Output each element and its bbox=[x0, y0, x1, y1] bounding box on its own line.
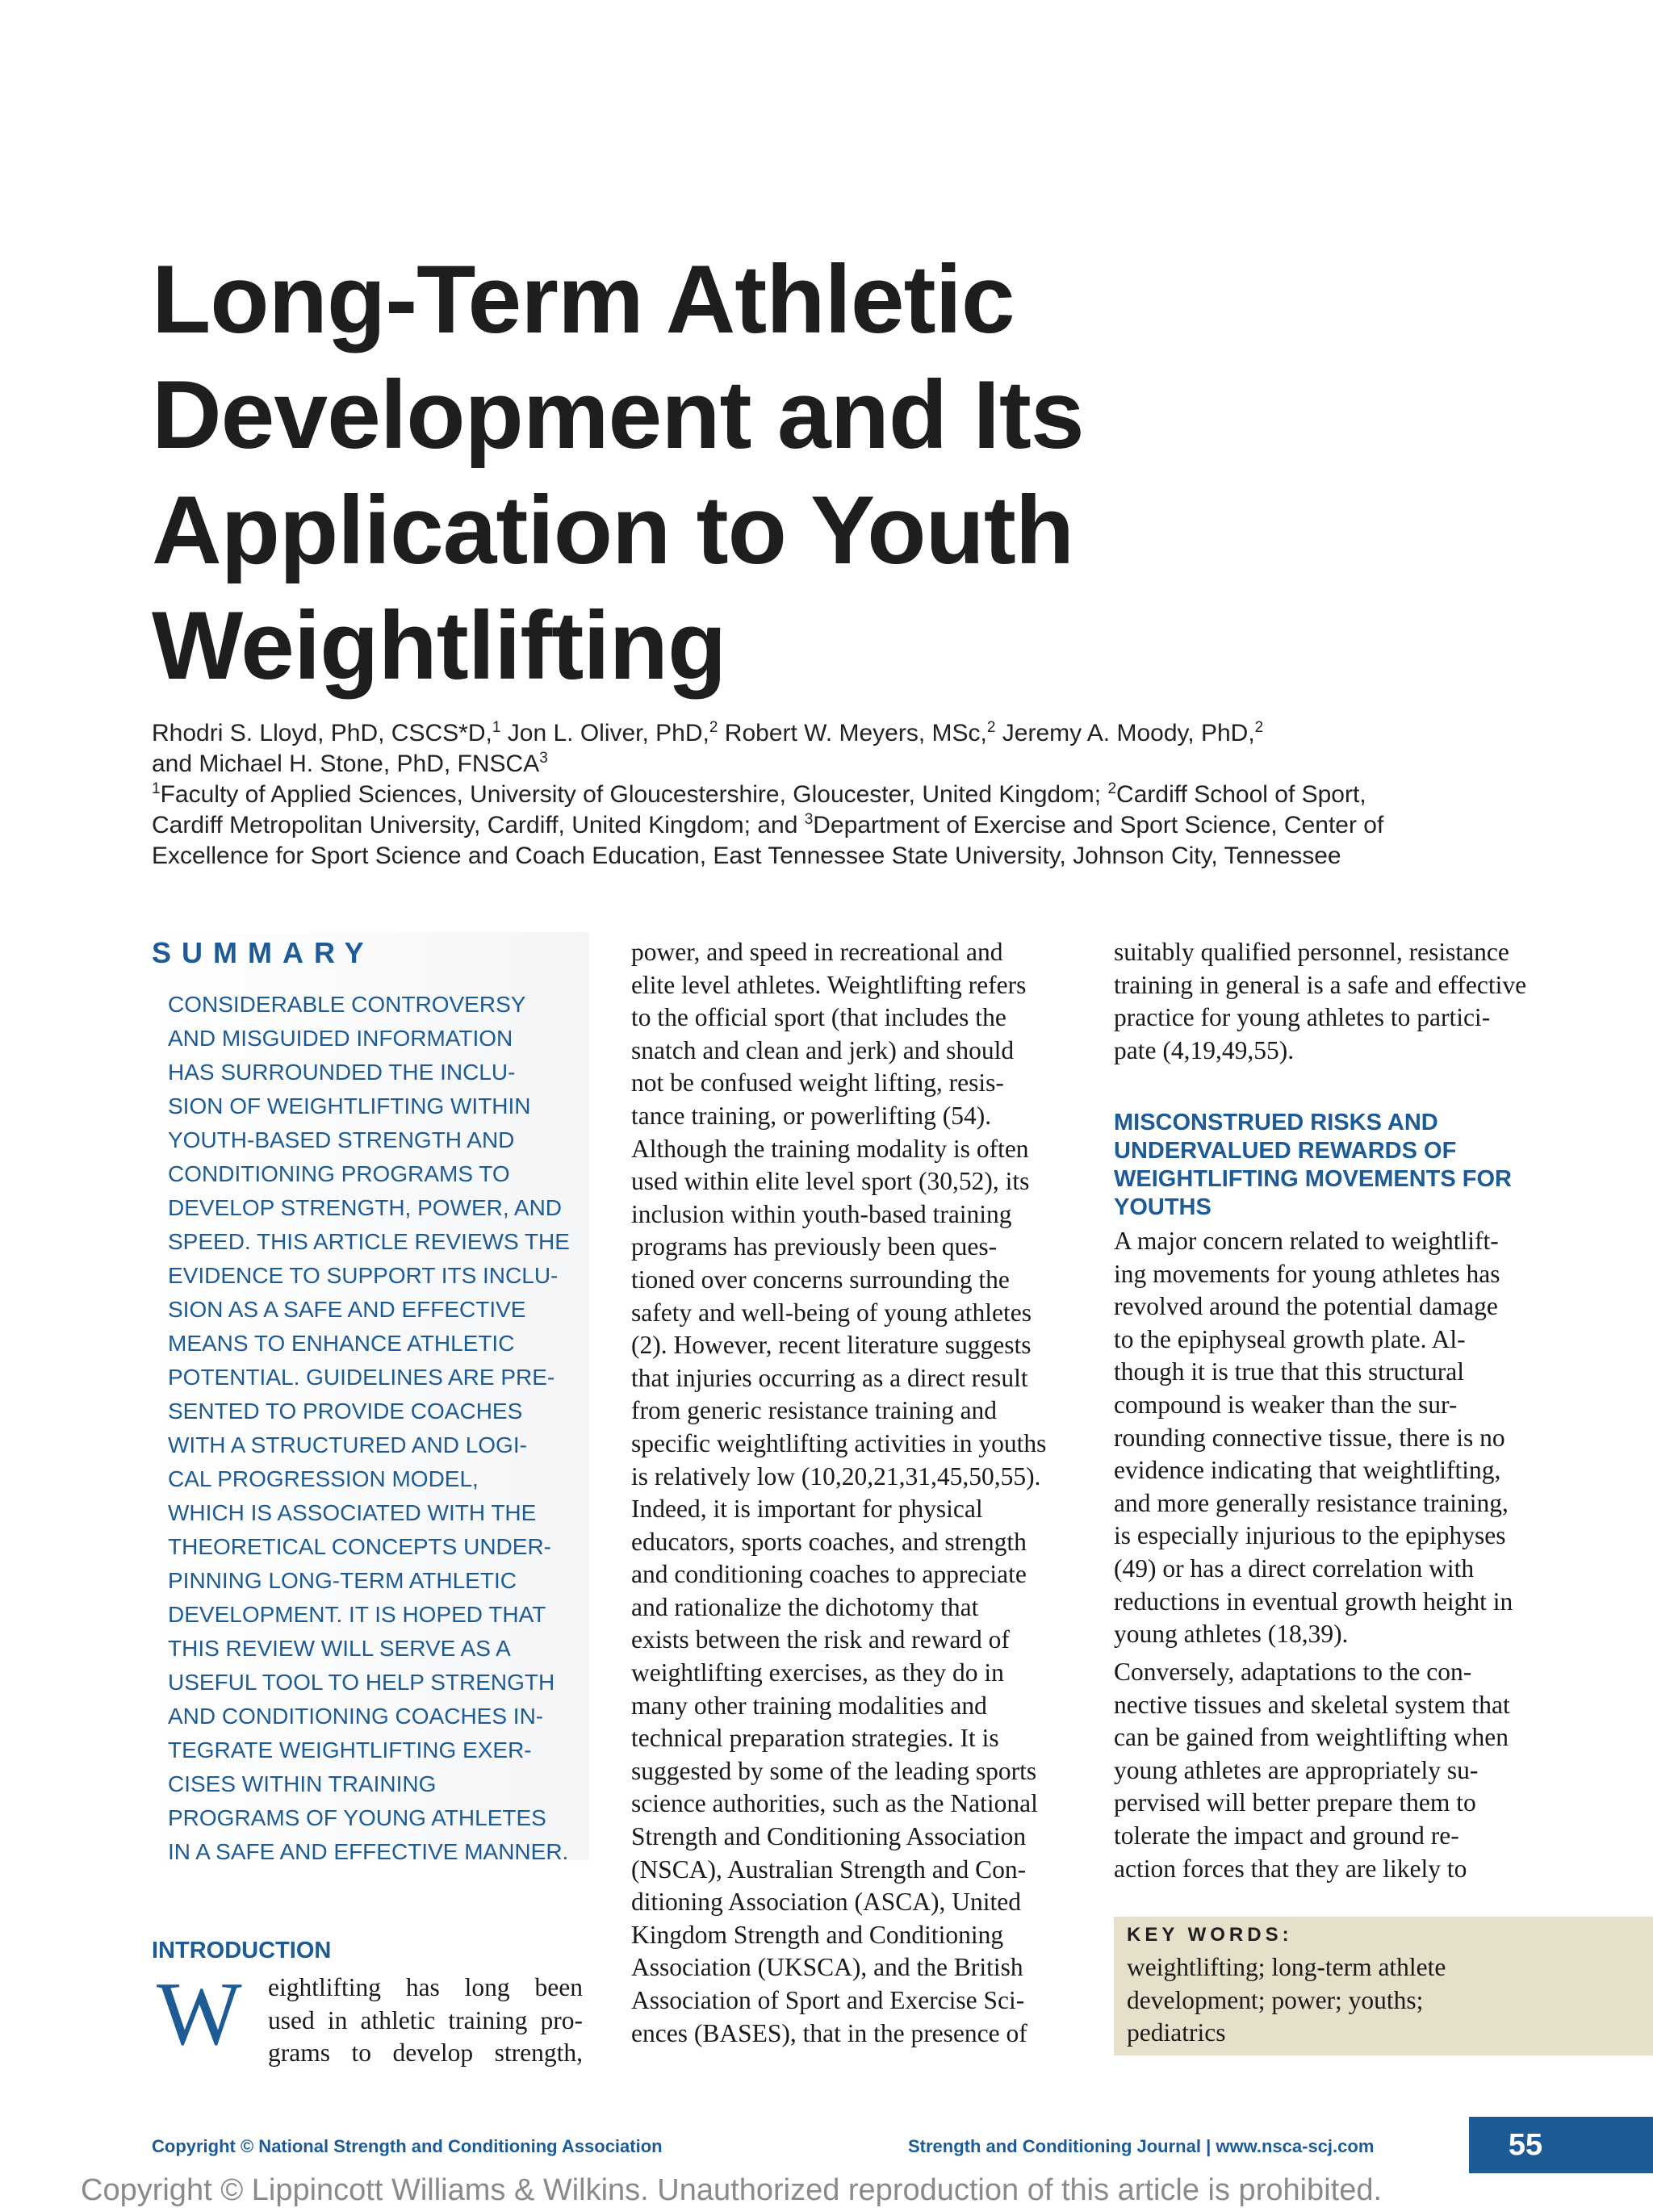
body-line: specific weightlifting activities in youths bbox=[631, 1428, 1047, 1457]
body-line: pervised will better prepare them to bbox=[1114, 1788, 1476, 1817]
body-line: ing movements for young athletes has bbox=[1114, 1259, 1500, 1288]
summary-line: SENTED TO PROVIDE COACHES bbox=[168, 1399, 523, 1424]
body-line: to the epiphyseal growth plate. Al- bbox=[1114, 1324, 1466, 1353]
page-number: 55 bbox=[1508, 2128, 1543, 2162]
summary-line: CAL PROGRESSION MODEL, bbox=[168, 1466, 479, 1491]
body-line: many other training modalities and bbox=[631, 1691, 987, 1720]
keywords-list bbox=[1127, 1951, 1446, 2050]
body-line: used within elite level sport (30,52), its bbox=[631, 1167, 1030, 1196]
body-line: (NSCA), Australian Strength and Con- bbox=[631, 1854, 1027, 1884]
body-line: weightlifting exercises, as they do in bbox=[631, 1658, 1004, 1687]
body-line: that injuries occurring as a direct result bbox=[631, 1363, 1028, 1392]
summary-line: CISES WITHIN TRAINING bbox=[168, 1771, 437, 1796]
summary-line: DEVELOP STRENGTH, POWER, AND bbox=[168, 1195, 563, 1220]
summary-line: HAS SURROUNDED THE INCLU- bbox=[168, 1060, 516, 1085]
body-line: elite level athletes. Weightlifting refers bbox=[631, 970, 1027, 999]
footer-journal: Strength and Conditioning Journal | www.nsca-scj.com bbox=[908, 2136, 1375, 2156]
body-line: young athletes (18,39). bbox=[1114, 1620, 1349, 1649]
body-line: A major concern related to weightlift- bbox=[1114, 1227, 1499, 1255]
keywords-label: KEY WORDS: bbox=[1127, 1924, 1293, 1946]
body-line: suitably qualified personnel, resistance bbox=[1114, 938, 1509, 966]
affiliation-line: Cardiff Metropolitan University, Cardiff, United Kingdom; and $^3$Department of Exercise and Sport Science, Center of bbox=[152, 811, 1384, 838]
body-line: is relatively low (10,20,21,31,45,50,55). bbox=[631, 1461, 1041, 1491]
body-column-3-top bbox=[1114, 936, 1546, 1067]
body-line: (2). However, recent literature suggests bbox=[631, 1331, 1032, 1360]
summary-line: DEVELOPMENT. IT IS HOPED THAT bbox=[168, 1602, 546, 1627]
body-line: snatch and clean and jerk) and should bbox=[631, 1035, 1015, 1064]
summary-line: PROGRAMS OF YOUNG ATHLETES bbox=[168, 1805, 546, 1830]
body-line: Indeed, it is important for physical bbox=[631, 1495, 983, 1524]
title-line: Application to Youth bbox=[152, 476, 1074, 584]
heading-line: YOUTHS bbox=[1114, 1194, 1212, 1220]
copyright-notice: Copyright © Lippincott Williams & Wilkins. Unauthorized reproduction of this article is prohibited. bbox=[81, 2173, 1383, 2207]
body-line: (49) or has a direct correlation with bbox=[1114, 1553, 1475, 1583]
summary-line: TEGRATE WEIGHTLIFTING EXER- bbox=[168, 1737, 532, 1762]
body-line: suggested by some of the leading sports bbox=[631, 1756, 1037, 1785]
affiliation-line: Excellence for Sport Science and Coach Education, East Tennessee State University, Johnson City, Tennessee bbox=[152, 843, 1341, 869]
author-line: and Michael H. Stone, PhD, FNSCA$^3$ bbox=[152, 750, 548, 777]
body-line: tance training, or powerlifting (54). bbox=[631, 1101, 992, 1130]
summary-line: MEANS TO ENHANCE ATHLETIC bbox=[168, 1331, 515, 1356]
body-line: Strength and Conditioning Association bbox=[631, 1822, 1027, 1851]
body-line: evidence indicating that weightlifting, bbox=[1114, 1456, 1501, 1485]
body-line: science authorities, such as the National bbox=[631, 1789, 1038, 1818]
summary-heading: SUMMARY bbox=[152, 936, 375, 969]
summary-line: WITH A STRUCTURED AND LOGI- bbox=[168, 1432, 527, 1457]
body-line: educators, sports coaches, and strength bbox=[631, 1527, 1027, 1556]
summary-line: AND MISGUIDED INFORMATION bbox=[168, 1026, 513, 1051]
summary-line: YOUTH-BASED STRENGTH AND bbox=[168, 1127, 515, 1152]
introduction-text bbox=[268, 1972, 583, 2070]
body-line: not be confused weight lifting, resis- bbox=[631, 1068, 1004, 1098]
body-line: Association (UKSCA), and the British bbox=[631, 1953, 1023, 1982]
body-line: Association of Sport and Exercise Sci- bbox=[631, 1986, 1025, 2014]
body-line: from generic resistance training and bbox=[631, 1396, 998, 1425]
summary-line: POTENTIAL. GUIDELINES ARE PRE- bbox=[168, 1365, 555, 1390]
summary-line: CONSIDERABLE CONTROVERSY bbox=[168, 992, 526, 1017]
body-line: nective tissues and skeletal system that bbox=[1114, 1690, 1510, 1719]
drop-cap: W bbox=[157, 1964, 242, 2064]
body-column-2 bbox=[631, 936, 1065, 2050]
body-line: power, and speed in recreational and bbox=[631, 938, 1003, 966]
title-line: Weightlifting bbox=[152, 592, 726, 700]
summary-line: SION AS A SAFE AND EFFECTIVE bbox=[168, 1297, 526, 1322]
body-line: though it is true that this structural bbox=[1114, 1357, 1464, 1386]
summary-line: THEORETICAL CONCEPTS UNDER- bbox=[168, 1534, 552, 1559]
summary-line: EVIDENCE TO SUPPORT ITS INCLU- bbox=[168, 1263, 559, 1288]
body-line: compound is weaker than the sur- bbox=[1114, 1390, 1458, 1419]
footer-copyright: Copyright © National Strength and Conditioning Association bbox=[152, 2136, 663, 2156]
author-block bbox=[152, 718, 1588, 872]
title-line: Long-Term Athletic bbox=[152, 245, 1015, 353]
body-line: reductions in eventual growth height in bbox=[1114, 1587, 1513, 1616]
author-line: Rhodri S. Lloyd, PhD, CSCS*D,$^1$ Jon L. Oliver, PhD,$^2$ Robert W. Meyers, MSc,$^2$ Jeremy A. Moody, PhD,$^2$ bbox=[152, 719, 1264, 746]
heading-line: WEIGHTLIFTING MOVEMENTS FOR bbox=[1114, 1166, 1512, 1192]
body-line: used in athletic training pro- bbox=[268, 2005, 583, 2034]
introduction-heading: INTRODUCTION bbox=[152, 1938, 332, 1963]
body-line: and rationalize the dichotomy that bbox=[631, 1592, 979, 1621]
body-line: and conditioning coaches to appreciate bbox=[631, 1560, 1027, 1589]
heading-line: UNDERVALUED REWARDS OF bbox=[1114, 1138, 1457, 1164]
body-line: young athletes are appropriately su- bbox=[1114, 1755, 1479, 1784]
body-line: is especially injurious to the epiphyses bbox=[1114, 1521, 1506, 1550]
section-heading-risks bbox=[1114, 1109, 1566, 1222]
body-line: Kingdom Strength and Conditioning bbox=[631, 1920, 1004, 1949]
body-line: practice for young athletes to partici- bbox=[1114, 1003, 1491, 1032]
title-line: Development and Its bbox=[152, 361, 1084, 469]
body-line: revolved around the potential damage bbox=[1114, 1292, 1498, 1321]
keywords-line: weightlifting; long-term athlete bbox=[1127, 1953, 1446, 1981]
body-column-3-paragraph-2 bbox=[1114, 1656, 1546, 1885]
heading-line: MISCONSTRUED RISKS AND bbox=[1114, 1110, 1438, 1135]
body-line: safety and well-being of young athletes bbox=[631, 1298, 1032, 1327]
body-line: action forces that they are likely to bbox=[1114, 1854, 1467, 1883]
body-line: training in general is a safe and effective bbox=[1114, 970, 1527, 999]
body-column-3-paragraph-1 bbox=[1114, 1225, 1546, 1651]
body-line: inclusion within youth-based training bbox=[631, 1199, 1012, 1228]
body-line: technical preparation strategies. It is bbox=[631, 1724, 999, 1753]
summary-text bbox=[168, 988, 588, 1869]
body-line: ditioning Association (ASCA), United bbox=[631, 1888, 1021, 1917]
body-line: rounding connective tissue, there is no bbox=[1114, 1423, 1505, 1452]
body-line: exists between the risk and reward of bbox=[631, 1625, 1010, 1654]
summary-line: SION OF WEIGHTLIFTING WITHIN bbox=[168, 1093, 531, 1119]
summary-line: WHICH IS ASSOCIATED WITH THE bbox=[168, 1500, 537, 1525]
body-line: eightlifting has long been bbox=[268, 1973, 583, 2001]
body-line: pate (4,19,49,55). bbox=[1114, 1035, 1295, 1064]
summary-line: SPEED. THIS ARTICLE REVIEWS THE bbox=[168, 1229, 570, 1254]
body-line: grams to develop strength, bbox=[268, 2038, 583, 2068]
body-line: tioned over concerns surrounding the bbox=[631, 1265, 1010, 1294]
body-line: and more generally resistance training, bbox=[1114, 1488, 1509, 1517]
body-line: Although the training modality is often bbox=[631, 1134, 1029, 1163]
body-line: tolerate the impact and ground re- bbox=[1114, 1821, 1459, 1850]
body-line: ences (BASES), that in the presence of bbox=[631, 2018, 1027, 2047]
summary-line: USEFUL TOOL TO HELP STRENGTH bbox=[168, 1670, 555, 1695]
summary-line: CONDITIONING PROGRAMS TO bbox=[168, 1161, 510, 1186]
summary-line: IN A SAFE AND EFFECTIVE MANNER. bbox=[168, 1839, 569, 1864]
article-title bbox=[152, 242, 1362, 704]
summary-line: AND CONDITIONING COACHES IN- bbox=[168, 1704, 544, 1729]
body-line: Conversely, adaptations to the con- bbox=[1114, 1658, 1472, 1686]
body-line: can be gained from weightlifting when bbox=[1114, 1723, 1509, 1752]
keywords-line: pediatrics bbox=[1127, 2018, 1226, 2047]
affiliation-line: $^1$Faculty of Applied Sciences, University of Gloucestershire, Gloucester, United Kingdom; $^2$Cardiff School of Sport, bbox=[152, 780, 1366, 808]
keywords-line: development; power; youths; bbox=[1127, 1985, 1424, 2014]
summary-line: THIS REVIEW WILL SERVE AS A bbox=[168, 1636, 511, 1661]
body-line: to the official sport (that includes the bbox=[631, 1003, 1006, 1032]
summary-line: PINNING LONG-TERM ATHLETIC bbox=[168, 1568, 517, 1593]
body-line: programs has previously been ques- bbox=[631, 1232, 998, 1261]
